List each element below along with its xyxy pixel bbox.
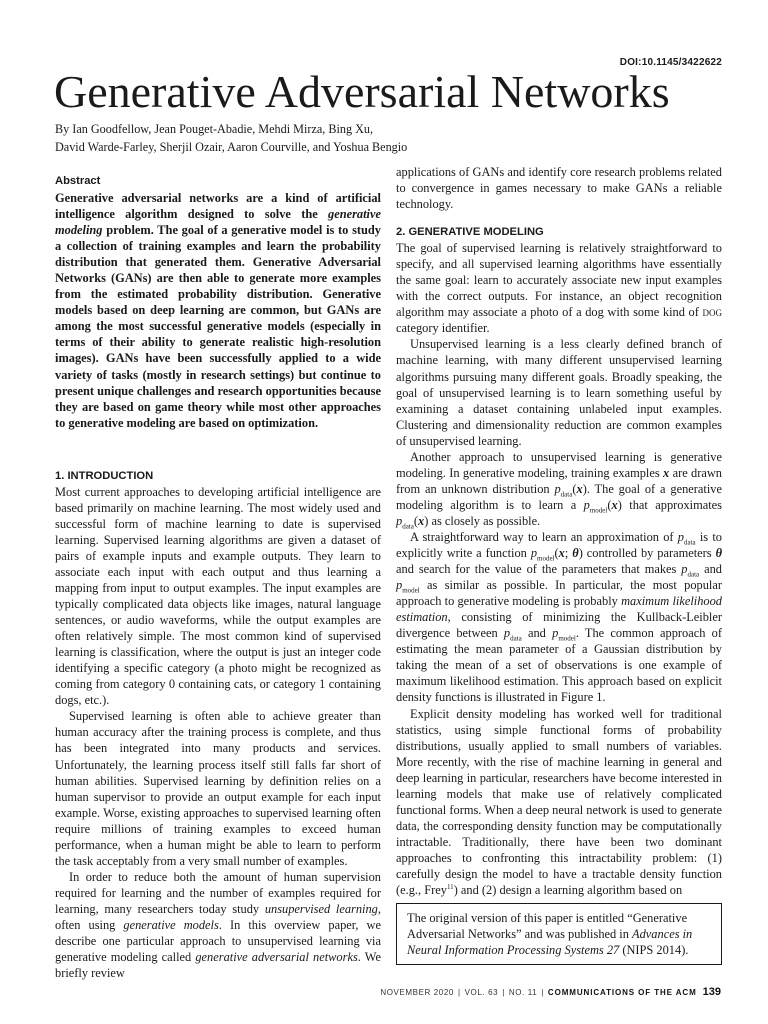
paragraph: Supervised learning is often able to achieve greater than human accuracy after the training process is complete, and thus has been integrated into many products and services. Unfortunately, the learning process itself still falls far short of human abilities. Supervised learning by definition relies on a human supervisor to provide an output example for each input example. Worse, existing approaches to supervised learning often require millions of training examples to exceed human performance, when a human might be able to learn to perform the task acceptably from a very small number of examples. <box>55 709 381 868</box>
section-heading-introduction: 1. INTRODUCTION <box>55 469 154 482</box>
author-list <box>55 121 475 156</box>
issue-number: NO. 11 <box>508 988 538 997</box>
paragraph: Most current approaches to developing artificial intelligence are based primarily on machine learning. The most widely used and successful form of machine learning to date is supervised learning. Supervised learning algorithms are given a dataset of pairs of example inputs and example outputs. They learn to associate each input with each output and thus learning a mapping from input to output examples. The input examples are typically complicated data objects like images, natural language sentences, or audio waveforms, while the output examples are often relatively simple. The most common kind of supervised learning is classification, where the output is just an integer code identifying a specific category (a photo might be recognized as coming from category 0 containing cats, or category 1 containing dogs, etc.). <box>55 484 381 708</box>
left-column <box>55 173 381 981</box>
abstract-text: Generative adversarial networks are a kind of artificial intelligence algorithm designed to solve the generative modeling problem. The goal of a generative model is to study a collection of training examples and learn the probability distribution that generated them. Generative Adversarial Networks (GANs) are then able to generate more examples from the estimated probability distribution. Generative models based on deep learning are common, but GANs are among the most successful generative models (especially in terms of their ability to generate realistic high-resolution images). GANs have been successfully applied to a wide variety of tasks (mostly in research settings) but continue to present unique challenges and research opportunities because they are based on game theory while most other approaches to generative modeling are based on optimization. <box>55 191 381 430</box>
paragraph: applications of GANs and identify core research problems related to convergence in games necessary to make GANs a reliable technology. <box>396 165 722 212</box>
right-column <box>396 164 722 898</box>
paragraph: Explicit density modeling has worked well for traditional statistics, using simple functional forms of probability distributions, usually applied to small numbers of variables. More recently, with the rise of machine learning in general and deep learning in particular, researchers have become interested in learning models that make use of relatively complicated functional forms. When a deep neural network is used to generate data, the corresponding density function may be computationally intractable. Traditionally, there have been two dominant approaches to confronting this intractability problem: (1) carefully design the model to have a tractable density function (e.g., Frey$^{11}$) and (2) design a learning algorithm based on <box>396 706 722 898</box>
section-heading-generative-modeling: 2. GENERATIVE MODELING <box>396 226 544 239</box>
paragraph: A straightforward way to learn an approximation of $p_{data}$ is to explicitly write a function $p_{model}(x$; θ) controlled by parameters θ and search for the value of the parameters that makes $p_{data}$ and $p_{model}$ as similar as possible. In particular, the most popular approach to generative modeling is probably maximum likelihood estimation, consisting of minimizing the Kullback-Leibler divergence between $p_{data}$ and $p_{model}$. The common approach of estimating the mean parameter of a Gaussian distribution by taking the mean of a set of observations is one example of maximum likelihood estimation. This approach based on explicit density functions is illustrated in Figure 1. <box>396 529 723 705</box>
issue-date: NOVEMBER 2020 <box>380 988 454 997</box>
paragraph: Another approach to unsupervised learning is generative modeling. In generative modeling, training examples x are drawn from an unknown distribution $p_{data}(x)$. The goal of a generative modeling algorithm is to learn a $p_{model}(x)$ that approximates $p_{data}(x)$ as closely as possible. <box>396 449 723 531</box>
paragraph: In order to reduce both the amount of human supervision required for learning and the number of examples required for learning, many researchers today study unsupervised learning, often using generative models. In this overview paper, we describe one particular approach to unsupervised learning via generative modeling called generative adversarial networks. We briefly review <box>55 869 381 981</box>
author-line: By Ian Goodfellow, Jean Pouget-Abadie, Mehdi Mirza, Bing Xu, <box>55 122 374 136</box>
paper-title: Generative Adversarial Networks <box>54 66 670 117</box>
page-footer: NOVEMBER 2020 | VOL. 63 | NO. 11 | COMMUNICATIONS OF THE ACM 139 <box>380 986 721 998</box>
magazine-name: COMMUNICATIONS OF THE ACM <box>547 988 697 997</box>
page-number: 139 <box>702 986 721 998</box>
paragraph: The goal of supervised learning is relatively straightforward to specify, and all supervised learning algorithms have essentially the same goal: learn to accurately associate new input examples with the correct outputs. For instance, an object recognition algorithm may associate a photo of a dog with some kind of dog category identifier. <box>396 241 722 336</box>
issue-volume: VOL. 63 <box>464 988 499 997</box>
original-version-note: The original version of this paper is entitled “Generative Adversarial Networks” and was published in Advances in Neural Information Processing Systems 27 (NIPS 2014). <box>396 903 722 965</box>
author-line: David Warde-Farley, Sherjil Ozair, Aaron Courville, and Yoshua Bengio <box>55 139 408 154</box>
abstract-heading: Abstract <box>55 175 101 187</box>
paragraph: Unsupervised learning is a less clearly defined branch of machine learning, with many different unsupervised learning algorithms pursuing many different goals. Broadly speaking, the goal of unsupervised learning is to learn something useful by examining a dataset containing unlabeled input examples. Clustering and dimensionality reduction are common examples of unsupervised learning. <box>396 337 722 448</box>
doi-label: DOI:10.1145/3422622 <box>619 57 722 68</box>
